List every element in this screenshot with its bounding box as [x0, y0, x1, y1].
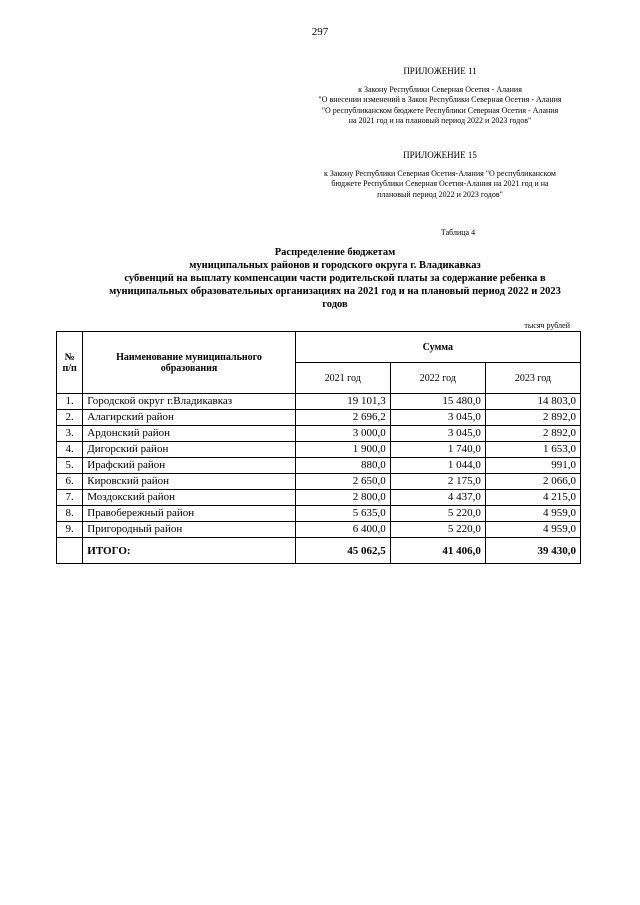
- row-num: 3.: [57, 426, 83, 442]
- row-value-2022: 1 740,0: [390, 442, 485, 458]
- appendix-11-line: на 2021 год и на плановый период 2022 и 2023 годов": [348, 116, 532, 125]
- row-value-2021: 2 800,0: [295, 490, 390, 506]
- row-value-2022: 3 045,0: [390, 410, 485, 426]
- row-value-2023: 2 066,0: [485, 474, 580, 490]
- row-value-2022: 5 220,0: [390, 522, 485, 538]
- table-row: [57, 506, 581, 522]
- table-row: [57, 522, 581, 538]
- appendix-11-block: [270, 66, 610, 127]
- row-value-2023: 4 959,0: [485, 506, 580, 522]
- title-line: субвенций на выплату компенсации части родительской платы за содержание ребенка в: [124, 273, 546, 284]
- appendix-11-line: "О республиканском бюджете Республики Северная Осетия - Алания: [321, 105, 559, 115]
- row-value-2021: 880,0: [295, 458, 390, 474]
- page-number: 297: [311, 26, 329, 38]
- appendix-15-line: к Закону Республики Северная Осетия-Алания "О республиканском: [324, 168, 556, 178]
- row-value-2022: 5 220,0: [390, 506, 485, 522]
- table-row: [57, 394, 581, 410]
- row-num: 8.: [57, 506, 83, 522]
- total-label: ИТОГО:: [83, 538, 295, 564]
- row-name: Дигорский район: [83, 442, 295, 458]
- row-name: Алагирский район: [83, 410, 295, 426]
- row-value-2023: 14 803,0: [485, 394, 580, 410]
- title-line: Распределение бюджетам: [274, 247, 396, 258]
- row-num: 6.: [57, 474, 83, 490]
- row-value-2021: 6 400,0: [295, 522, 390, 538]
- row-value-2021: 19 101,3: [295, 394, 390, 410]
- total-value-2022: 41 406,0: [390, 538, 485, 564]
- row-value-2022: 1 044,0: [390, 458, 485, 474]
- row-value-2023: 4 215,0: [485, 490, 580, 506]
- row-value-2022: 3 045,0: [390, 426, 485, 442]
- row-num: 5.: [57, 458, 83, 474]
- total-value-2021: 45 062,5: [295, 538, 390, 564]
- table-row: [57, 490, 581, 506]
- row-value-2022: 2 175,0: [390, 474, 485, 490]
- total-row: [57, 538, 581, 564]
- row-name: Кировский район: [83, 474, 295, 490]
- document-title: [70, 246, 600, 311]
- row-num: 7.: [57, 490, 83, 506]
- title-line: муниципальных образовательных организациях на 2021 год и на плановый период 2022 и 2023: [109, 286, 561, 297]
- title-line: муниципальных районов и городского округа г. Владикавказ: [189, 260, 481, 271]
- total-value-2023: 39 430,0: [485, 538, 580, 564]
- row-value-2023: 2 892,0: [485, 426, 580, 442]
- appendix-15-block: [270, 150, 610, 200]
- row-value-2023: 2 892,0: [485, 410, 580, 426]
- appendix-15-line: плановый период 2022 и 2023 годов": [377, 189, 503, 199]
- row-value-2022: 15 480,0: [390, 394, 485, 410]
- row-value-2021: 1 900,0: [295, 442, 390, 458]
- row-name: Моздокский район: [83, 490, 295, 506]
- row-value-2021: 5 635,0: [295, 506, 390, 522]
- appendix-15-title: ПРИЛОЖЕНИЕ 15: [403, 150, 477, 160]
- row-num: 1.: [57, 394, 83, 410]
- row-num: 4.: [57, 442, 83, 458]
- header-sum: Сумма: [295, 332, 580, 363]
- title-line: годов: [322, 299, 348, 310]
- row-num: 2.: [57, 410, 83, 426]
- row-name: Ирафский район: [83, 458, 295, 474]
- table-label: Таблица 4: [440, 228, 476, 237]
- row-name: Пригородный район: [83, 522, 295, 538]
- row-name: Городской округ г.Владикавказ: [83, 394, 295, 410]
- table-row: [57, 410, 581, 426]
- appendix-11-title: ПРИЛОЖЕНИЕ 11: [403, 66, 477, 76]
- table-row: [57, 458, 581, 474]
- row-value-2021: 3 000,0: [295, 426, 390, 442]
- row-num: 9.: [57, 522, 83, 538]
- row-value-2023: 4 959,0: [485, 522, 580, 538]
- row-name: Ардонский район: [83, 426, 295, 442]
- header-year-2022: 2022 год: [390, 363, 485, 394]
- table-row: [57, 442, 581, 458]
- row-value-2021: 2 696,2: [295, 410, 390, 426]
- subventions-table: [56, 331, 581, 564]
- table-row: [57, 474, 581, 490]
- appendix-11-line: к Закону Республики Северная Осетия - Алания: [358, 84, 522, 94]
- appendix-11-line: "О внесении изменений в Закон Республики Северная Осетия - Алания: [318, 95, 562, 104]
- header-num: № п/п: [57, 332, 83, 394]
- total-num-cell: [57, 538, 83, 564]
- units-label: тысяч рублей: [524, 321, 570, 330]
- row-value-2021: 2 650,0: [295, 474, 390, 490]
- header-year-2021: 2021 год: [295, 363, 390, 394]
- table-row: [57, 426, 581, 442]
- row-name: Правобережный район: [83, 506, 295, 522]
- row-value-2023: 1 653,0: [485, 442, 580, 458]
- row-value-2023: 991,0: [485, 458, 580, 474]
- header-name: Наименование муниципального образования: [83, 332, 295, 394]
- header-year-2023: 2023 год: [485, 363, 580, 394]
- appendix-15-line: бюджете Республики Северная Осетия-Алания на 2021 год и на: [331, 179, 549, 188]
- row-value-2022: 4 437,0: [390, 490, 485, 506]
